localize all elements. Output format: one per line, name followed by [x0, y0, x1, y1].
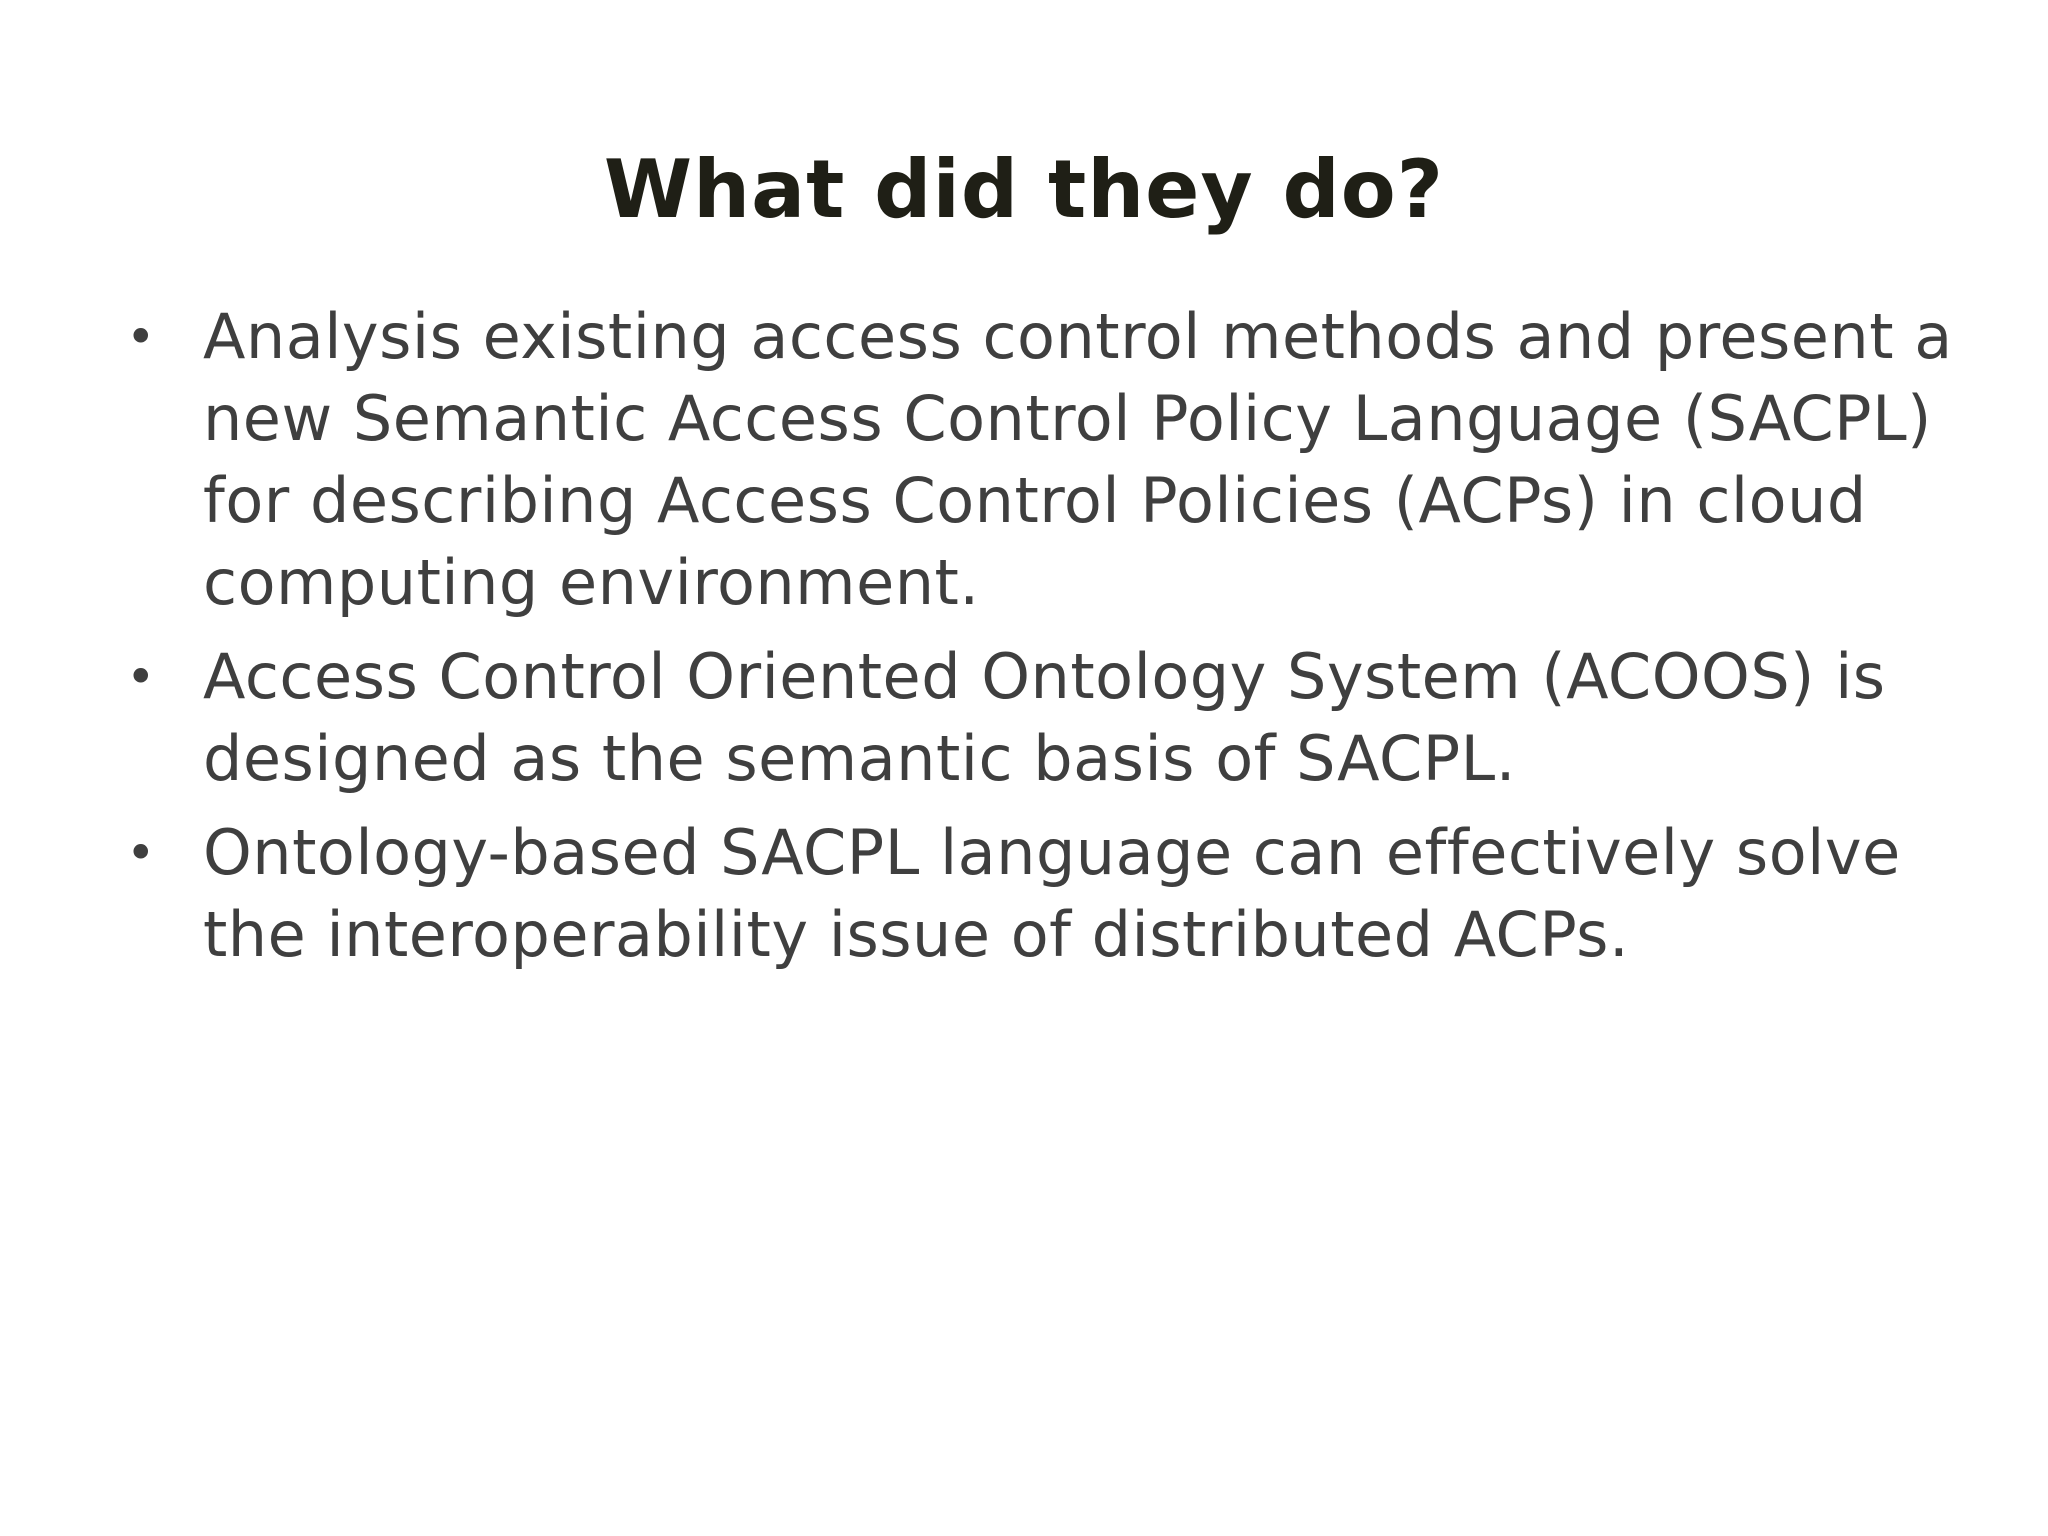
bullet-text: Ontology-based SACPL language can effectively solve the interoperability issue of distributed ACPs. — [203, 816, 1901, 971]
bullet-dot-icon: • — [126, 824, 156, 882]
bullet-dot-icon: • — [126, 308, 156, 366]
bullet-item — [118, 636, 1978, 800]
bullet-item — [118, 812, 1978, 976]
bullet-list — [118, 296, 1978, 988]
slide-title: What did they do? — [603, 143, 1445, 236]
bullet-text: Access Control Oriented Ontology System (ACOOS) is designed as the semantic basis of SACPL. — [203, 640, 1886, 795]
bullet-item — [118, 296, 1978, 624]
bullet-dot-icon: • — [126, 648, 156, 706]
bullet-text: Analysis existing access control methods and present a new Semantic Access Control Policy Language (SACPL) for describing Access Control Policies (ACPs) in cloud computing environment. — [203, 300, 1953, 619]
